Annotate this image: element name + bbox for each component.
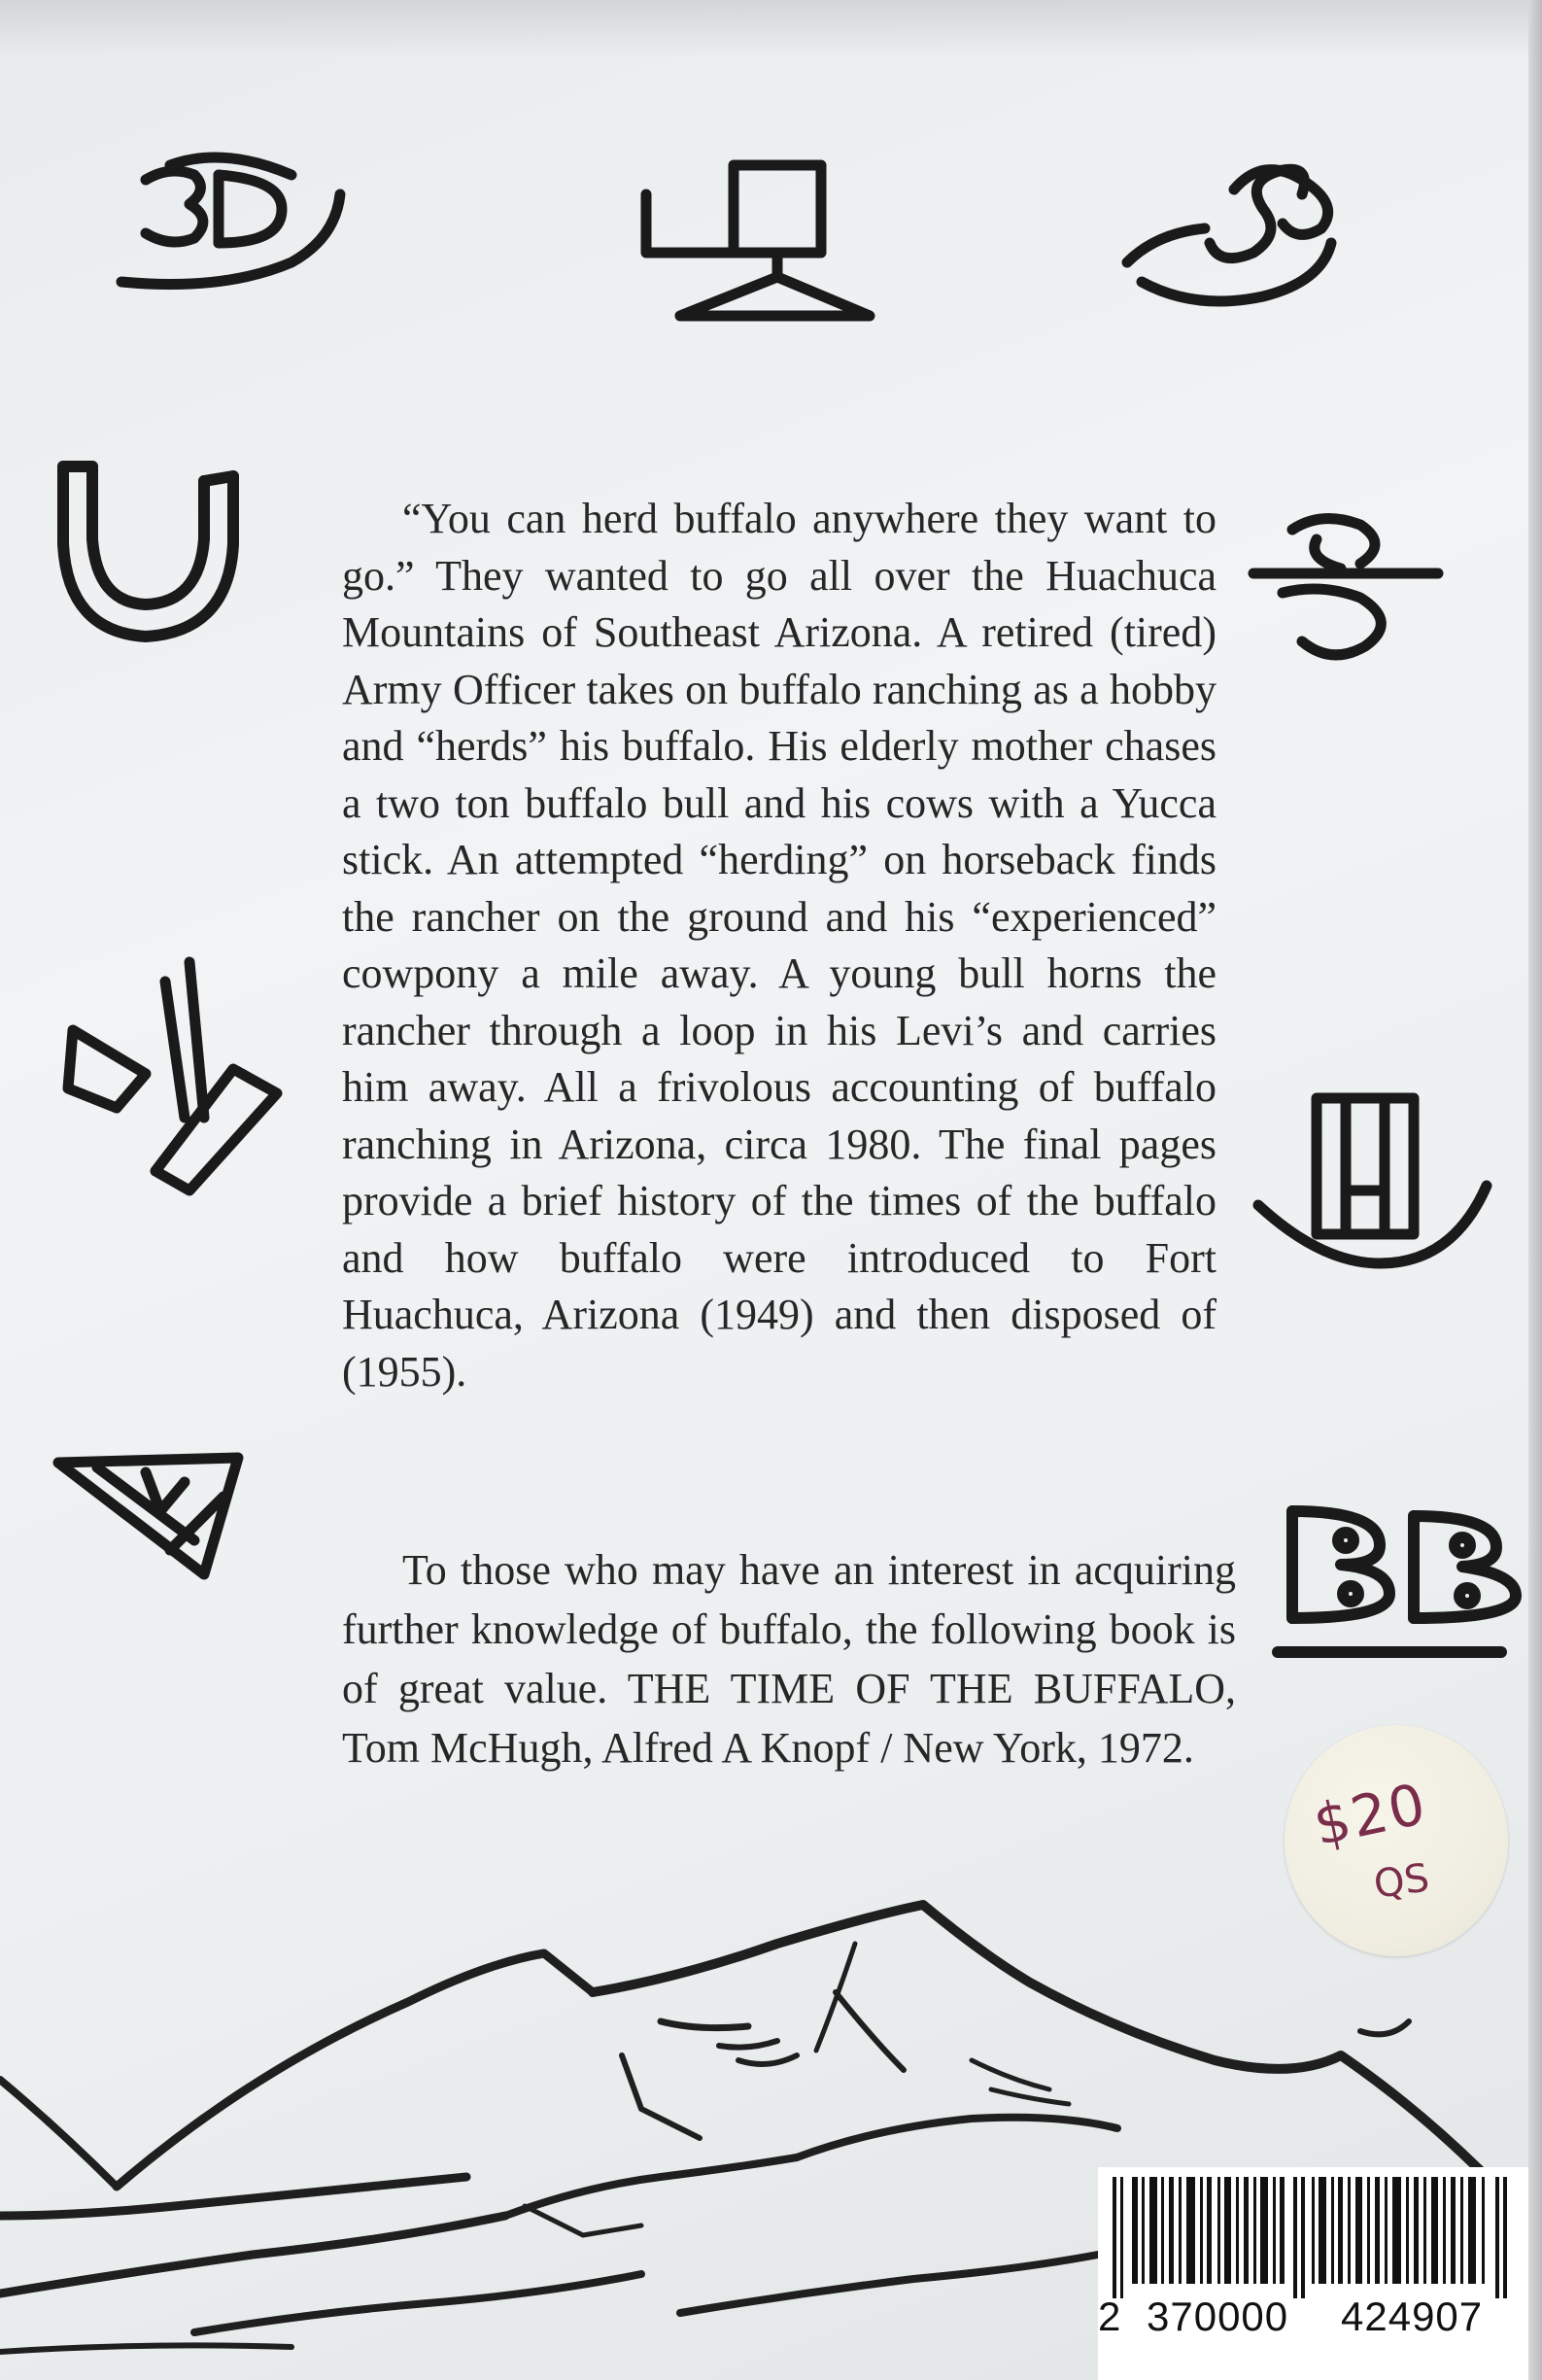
price-label: $20 <box>1308 1770 1433 1859</box>
description-paragraph <box>342 491 1216 1400</box>
recommendation-text: To those who may have an interest in acquiring further knowledge of buffalo, the following book is of great value. THE TIME OF THE BUFFALO, Tom McHugh, Alfred A Knopf / New York, 1972. <box>342 1546 1236 1772</box>
brand-3d-icon <box>121 157 340 285</box>
brand-s-circle-icon <box>1127 169 1331 301</box>
barcode-group-2: 424907 <box>1341 2294 1484 2339</box>
brand-s-bar-icon <box>1253 519 1438 655</box>
brand-bb-icon <box>1278 1511 1516 1652</box>
brand-y-bar-icon <box>68 962 277 1190</box>
barcode-lead-digit: 2 <box>1098 2294 1122 2339</box>
barcode-bars <box>1113 2177 1514 2298</box>
description-text: “You can herd buffalo anywhere they want to go.” They wanted to go all over the Huachuca Mountains of Southeast Arizona. A retired (tired) Army Officer takes on buffalo ranching as a hobby and “herds” his buffalo. His elderly mother chases a two ton buffalo bull and his cows with a Yucca stick. An attempted “herding” on horseback finds the rancher on the ground and his “experienced” cowpony a mile away. A young bull horns the rancher through a loop in his Levi’s and carries him away. All a frivolous accounting of buffalo ranching in Arizona, circa 1980. The final pages provide a brief history of the times of the buffalo and how buffalo were introduced to Fort Huachuca, Arizona (1949) and then disposed of (1955). <box>342 495 1216 1396</box>
brand-horseshoe-icon <box>63 466 233 637</box>
barcode-label <box>1098 2167 1528 2380</box>
recommendation-paragraph <box>342 1540 1236 1777</box>
brand-box-stand-icon <box>646 165 870 316</box>
brand-a-triangle-icon <box>58 1458 238 1574</box>
brand-h-rocker-icon <box>1258 1098 1487 1263</box>
price-code: QS <box>1371 1855 1432 1908</box>
barcode-group-1: 370000 <box>1147 2294 1289 2339</box>
